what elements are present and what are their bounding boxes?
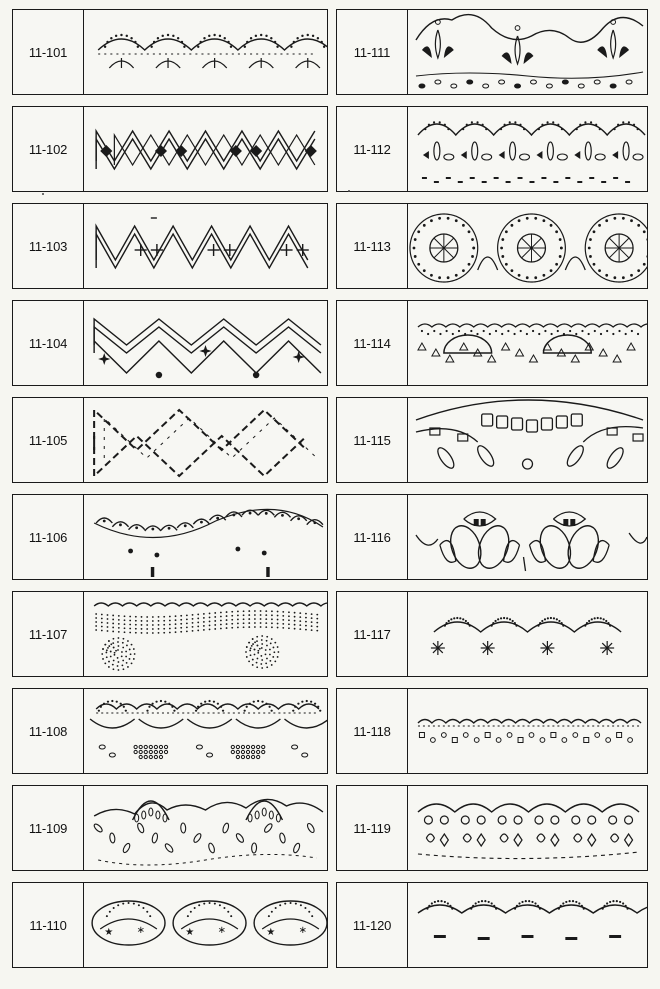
pattern-artwork: [84, 301, 327, 385]
pattern-card: [336, 300, 648, 386]
pattern-card: [12, 591, 328, 677]
ornate-eyelet-scallop-icon: [408, 107, 647, 191]
lace-petals-icon: [84, 786, 327, 870]
pattern-artwork: [84, 495, 327, 579]
pattern-card: [12, 494, 328, 580]
double-zigzag-stars-icon: [84, 301, 327, 385]
pattern-artwork: [408, 495, 647, 579]
rosette-scallop-icon: [408, 204, 647, 288]
dashed-diamonds-icon: [84, 398, 327, 482]
pattern-card: [12, 688, 328, 774]
pattern-code: 11-104: [13, 301, 84, 385]
pattern-artwork: [408, 689, 647, 773]
pattern-card: [12, 785, 328, 871]
pattern-code: 11-111: [337, 10, 408, 94]
pattern-card: [336, 785, 648, 871]
pattern-artwork: [408, 301, 647, 385]
svg-text:★: ★: [266, 927, 276, 938]
fan-triangles-icon: [408, 301, 647, 385]
pattern-card: [12, 9, 328, 95]
pattern-artwork: [408, 204, 647, 288]
print-speck: [42, 193, 44, 195]
scallop-drops-icon: [84, 495, 327, 579]
pattern-code: 11-120: [337, 883, 408, 967]
pattern-artwork: [84, 398, 327, 482]
pattern-artwork: [84, 592, 327, 676]
pattern-artwork: [408, 786, 647, 870]
pattern-card: [336, 494, 648, 580]
pattern-artwork: [84, 883, 327, 967]
pattern-card: [12, 300, 328, 386]
pattern-card: [336, 203, 648, 289]
orange-scallops-icon: [84, 883, 327, 967]
svg-text:∗: ∗: [136, 925, 146, 936]
pattern-card: [336, 397, 648, 483]
pattern-code: 11-109: [13, 786, 84, 870]
pattern-artwork: [408, 592, 647, 676]
pattern-card: [12, 397, 328, 483]
pattern-artwork: [84, 107, 327, 191]
pattern-artwork: [84, 10, 327, 94]
ornate-leaf-scallop-icon: [408, 10, 647, 94]
wave-dot-swirls-icon: [84, 592, 327, 676]
pattern-code: 11-113: [337, 204, 408, 288]
pattern-artwork: [84, 204, 327, 288]
scallop-dotted-arches-icon: [84, 10, 327, 94]
pattern-card: [336, 882, 648, 968]
scallop-asterisks-icon: [408, 592, 647, 676]
pattern-card: [12, 106, 328, 192]
zigzag-diamonds-icon: [84, 107, 327, 191]
pattern-artwork: [84, 689, 327, 773]
pattern-artwork: [408, 10, 647, 94]
svg-text:★: ★: [104, 927, 114, 938]
svg-text:∗: ∗: [298, 925, 308, 936]
pattern-code: 11-118: [337, 689, 408, 773]
butterfly-flowers-icon: [408, 495, 647, 579]
scallop-dashes-icon: [408, 883, 647, 967]
print-speck: [348, 190, 350, 192]
pattern-card: [12, 203, 328, 289]
svg-text:∗: ∗: [217, 925, 227, 936]
pattern-card: [12, 882, 328, 968]
pattern-code: 11-103: [13, 204, 84, 288]
scallop-dot-clusters-icon: [84, 689, 327, 773]
pattern-code: 11-105: [13, 398, 84, 482]
pattern-code: 11-115: [337, 398, 408, 482]
small-scallop-eyelets-icon: [408, 689, 647, 773]
pattern-code: 11-117: [337, 592, 408, 676]
pattern-card: [336, 688, 648, 774]
pattern-card: [336, 9, 648, 95]
pattern-code: 11-114: [337, 301, 408, 385]
arch-windows-icon: [408, 398, 647, 482]
pattern-code: 11-102: [13, 107, 84, 191]
pattern-code: 11-107: [13, 592, 84, 676]
pattern-artwork: [408, 398, 647, 482]
pattern-code: 11-108: [13, 689, 84, 773]
pattern-artwork: [84, 786, 327, 870]
pattern-code: 11-110: [13, 883, 84, 967]
svg-text:★: ★: [185, 927, 195, 938]
pattern-code: 11-112: [337, 107, 408, 191]
pattern-code: 11-116: [337, 495, 408, 579]
pattern-artwork: [408, 107, 647, 191]
pattern-card: [336, 106, 648, 192]
zigzag-crosses-icon: [84, 204, 327, 288]
pattern-code: 11-101: [13, 10, 84, 94]
scallop-tulips-icon: [408, 786, 647, 870]
pattern-code: 11-119: [337, 786, 408, 870]
pattern-artwork: [408, 883, 647, 967]
pattern-code: 11-106: [13, 495, 84, 579]
pattern-card: [336, 591, 648, 677]
